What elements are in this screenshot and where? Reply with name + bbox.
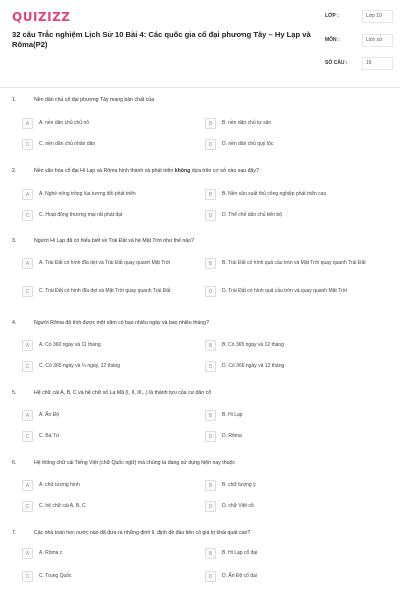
option-text: B. Hi Lạp xyxy=(222,412,243,419)
option-c[interactable] xyxy=(22,286,187,297)
option-letter: C xyxy=(22,361,33,372)
option-text: D. Có 366 ngày và 12 tháng xyxy=(222,363,285,370)
question-number: 7. xyxy=(12,530,17,536)
worksheet-header xyxy=(0,0,400,90)
option-letter: A xyxy=(22,258,33,269)
option-letter: D xyxy=(205,286,216,297)
option-letter: C xyxy=(22,431,33,442)
option-d[interactable] xyxy=(205,286,370,297)
question-number: 3. xyxy=(12,238,17,244)
option-text: D. Thể chế dân chủ tiến bộ xyxy=(222,212,282,219)
option-c[interactable] xyxy=(22,210,187,221)
option-d[interactable] xyxy=(205,571,370,582)
option-b[interactable] xyxy=(205,258,370,269)
meta-class-row xyxy=(325,10,393,34)
option-letter: C xyxy=(22,501,33,512)
option-letter: D xyxy=(205,210,216,221)
option-text: B. nền dân chủ tư sản xyxy=(222,120,272,127)
option-a[interactable] xyxy=(22,548,187,559)
option-letter: B xyxy=(205,258,216,269)
question-number: 4. xyxy=(12,320,17,326)
option-a[interactable] xyxy=(22,410,187,421)
meta-class-label: LỚP : xyxy=(325,13,339,19)
option-letter: D xyxy=(205,139,216,150)
question-text-emphasis: không xyxy=(174,168,191,174)
option-text: C. Có 365 ngày và ¼ ngày, 12 tháng xyxy=(39,363,121,370)
option-b[interactable] xyxy=(205,189,370,200)
question-text: Người Hi Lạp đã có hiểu biết về Trái Đất và hệ Mặt Trời như thế nào? xyxy=(34,238,194,244)
question-number: 5. xyxy=(12,390,17,396)
option-text: B. Trái Đất có hình quả cầu tròn và Mặt Trời quay quanh Trái Đất xyxy=(222,260,366,267)
option-c[interactable] xyxy=(22,501,187,512)
header-divider xyxy=(0,87,400,88)
question-text xyxy=(34,168,384,175)
option-text: D. Ấn Độ cổ đại xyxy=(222,573,258,580)
option-a[interactable] xyxy=(22,118,187,129)
option-text: B. Có 365 ngày và 12 tháng xyxy=(222,342,284,349)
option-letter: A xyxy=(22,340,33,351)
option-text: A. nền dân chủ chủ nô xyxy=(39,120,90,127)
option-text: A. Nghề nông trồng lúa tương đối phát triển xyxy=(39,191,136,198)
question-number: 2. xyxy=(12,168,17,174)
option-text: B. chữ tượng ý xyxy=(222,482,256,489)
option-d[interactable] xyxy=(205,361,370,372)
question-text-part: dựa trên cơ sở nào sau đây? xyxy=(190,168,259,174)
option-letter: A xyxy=(22,480,33,491)
option-text: C. hệ chữ cái A, B, C xyxy=(39,503,86,510)
option-letter: C xyxy=(22,286,33,297)
option-letter: B xyxy=(205,548,216,559)
option-text: C. Trung Quốc xyxy=(39,573,72,580)
option-d[interactable] xyxy=(205,431,370,442)
option-letter: A xyxy=(22,189,33,200)
meta-subject-value: Lịch sử xyxy=(362,34,393,47)
option-b[interactable] xyxy=(205,410,370,421)
option-letter: D xyxy=(205,361,216,372)
meta-count-label: SỐ CÂU : xyxy=(325,60,348,66)
question-number: 6. xyxy=(12,460,17,466)
option-c[interactable] xyxy=(22,139,187,150)
option-text: B. Nền sản xuất thủ công nghiệp phát triển cao xyxy=(222,191,327,198)
option-letter: D xyxy=(205,431,216,442)
question-number: 1. xyxy=(12,97,17,103)
option-text: A. Có 360 ngày và 11 tháng xyxy=(39,342,101,349)
option-c[interactable] xyxy=(22,431,187,442)
option-letter: D xyxy=(205,571,216,582)
meta-class-value: Lớp 10 xyxy=(362,10,393,23)
question-text: Nền dân chủ cổ đại phương Tây mang bản chất của xyxy=(34,97,155,103)
option-letter: C xyxy=(22,571,33,582)
option-text: B. Hi Lạp cổ đại xyxy=(222,550,258,557)
option-text: D. nền dân chủ quý tộc xyxy=(222,141,274,148)
option-text: C. Trái Đất có hình đĩa dẹt và Mặt Trời quay quanh Trái Đất xyxy=(39,288,171,295)
option-a[interactable] xyxy=(22,189,187,200)
option-letter: A xyxy=(22,118,33,129)
meta-subject-row xyxy=(325,34,393,57)
option-d[interactable] xyxy=(205,501,370,512)
option-letter: B xyxy=(205,189,216,200)
option-text: C. Ba Tư xyxy=(39,433,60,440)
option-text: A. Ấn Độ xyxy=(39,412,60,419)
option-text: D. Trái Đất có hình quả cầu tròn và quay quanh Mặt Trời xyxy=(222,288,348,295)
option-letter: A xyxy=(22,410,33,421)
option-b[interactable] xyxy=(205,118,370,129)
option-letter: D xyxy=(205,501,216,512)
option-b[interactable] xyxy=(205,548,370,559)
question-text: Người Rôma đã tính được một năm có bao nhiêu ngày và bao nhiêu tháng? xyxy=(34,320,209,326)
option-text: D. chữ Việt cổ xyxy=(222,503,254,510)
quizizz-logo[interactable]: QUIZIZZ xyxy=(12,10,71,24)
option-text: A. Rôma c xyxy=(39,550,63,557)
option-a[interactable] xyxy=(22,340,187,351)
option-letter: B xyxy=(205,118,216,129)
worksheet-title: 32 câu Trắc nghiệm Lịch Sử 10 Bài 4: Các quốc gia cổ đại phương Tây – Hy Lạp và Rôma(P2) xyxy=(12,30,311,49)
option-d[interactable] xyxy=(205,139,370,150)
question-text: Hệ chữ cái A, B, C và hệ chữ số La Mã (I, II, III,..) là thành tựu của cư dân cổ xyxy=(34,390,212,396)
option-letter: B xyxy=(205,410,216,421)
option-a[interactable] xyxy=(22,258,187,269)
option-text: A. chữ tượng hình xyxy=(39,482,80,489)
question-text: Hệ thống chữ cái Tiếng Việt (chữ Quốc ngữ) mà chúng ta đang sử dụng hiện nay thuộc xyxy=(34,460,235,466)
option-text: D. Rôma xyxy=(222,433,242,440)
option-text: C. Hoạt động thương mại rất phát đạt xyxy=(39,212,123,219)
option-letter: C xyxy=(22,210,33,221)
option-a[interactable] xyxy=(22,480,187,491)
option-c[interactable] xyxy=(22,361,187,372)
option-text: C. nền dân chủ nhân dân xyxy=(39,141,96,148)
option-b[interactable] xyxy=(205,480,370,491)
option-letter: A xyxy=(22,548,33,559)
meta-count-value: 16 xyxy=(362,57,393,70)
question-text-part: Nền văn hóa cổ đại Hi Lạp và Rôma hình thành và phát triển xyxy=(34,168,175,174)
meta-subject-label: MÔN : xyxy=(325,37,340,43)
option-b[interactable] xyxy=(205,340,370,351)
option-d[interactable] xyxy=(205,210,370,221)
meta-count-row xyxy=(325,57,393,71)
option-c[interactable] xyxy=(22,571,187,582)
option-letter: C xyxy=(22,139,33,150)
question-text: Các nhà toán học nước nào đã đưa ra những định lí, định đề đầu tiên có giá trị khái quát cao? xyxy=(34,530,251,536)
option-letter: B xyxy=(205,340,216,351)
option-letter: B xyxy=(205,480,216,491)
option-text: A. Trái Đất có hình đĩa dẹt và Trái Đất quay quanh Mặt Trời xyxy=(39,260,171,267)
worksheet-meta xyxy=(325,10,393,71)
